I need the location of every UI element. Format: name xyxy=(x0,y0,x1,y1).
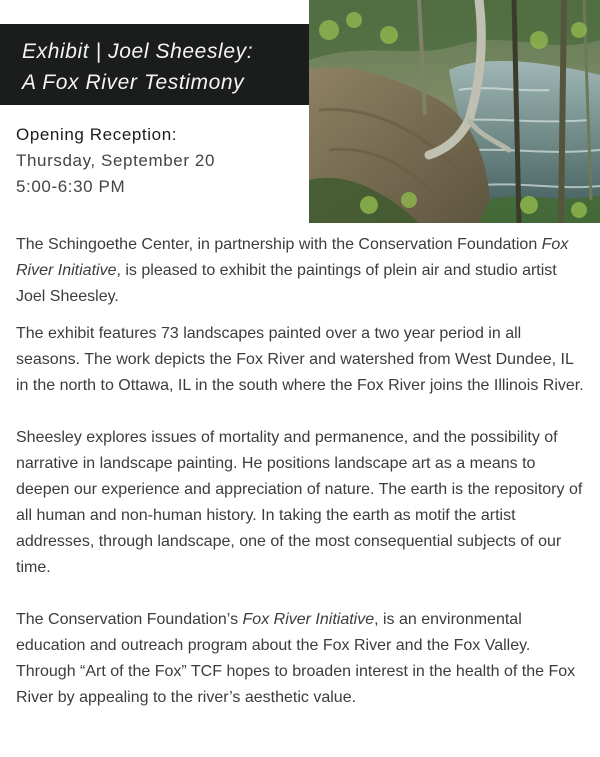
paragraph-artist-themes: Sheesley explores issues of mortality and permanence, and the possibility of narrative in landscape painting. He positions landscape art as a means to deepen our experience and appreciation of nature. The earth is the repository of all human and non-human history. In taking the earth as motif the artist addresses, through landscape, one of the most consequential subjects of our time. xyxy=(16,429,583,576)
initiative-name: Fox River Initiative xyxy=(242,611,375,628)
exhibit-title-line-1: Exhibit | Joel Sheesley: xyxy=(22,40,254,63)
opening-reception-label: Opening Reception: xyxy=(16,125,178,144)
paragraph-exhibit-features: The exhibit features 73 landscapes painted over a two year period in all seasons. The work depicts the Fox River and watershed from West Dundee, IL in the north to Ottawa, IL in the south where the Fox River joins the Illinois River. xyxy=(16,325,584,394)
reception-date: Thursday, September 20 xyxy=(16,151,216,170)
exhibit-title-banner xyxy=(0,24,309,105)
exhibit-description xyxy=(16,232,588,711)
opening-reception-block xyxy=(16,122,215,200)
reception-time: 5:00-6:30 PM xyxy=(16,177,126,196)
paragraph-text: The Conservation Foundation’s xyxy=(16,611,243,628)
paragraph-partnership xyxy=(16,232,588,310)
paragraph-text: The Schingoethe Center, in partnership with the Conservation Foundation xyxy=(16,236,542,253)
exhibit-title-line-2: A Fox River Testimony xyxy=(22,71,245,94)
paragraph-conservation-foundation xyxy=(16,607,588,711)
paragraph-text: , is an environmental education and outreach program about the Fox River and the Fox Valley. Through “Art of the Fox” TCF hopes to broaden interest in the health of the Fox River by appealing to the river’s aesthetic value. xyxy=(16,611,576,706)
paragraph-text: , is pleased to exhibit the paintings of plein air and studio artist Joel Sheesley. xyxy=(16,262,557,305)
landscape-painting-image xyxy=(309,0,600,223)
initiative-name: Fox River Initiative xyxy=(16,236,569,279)
